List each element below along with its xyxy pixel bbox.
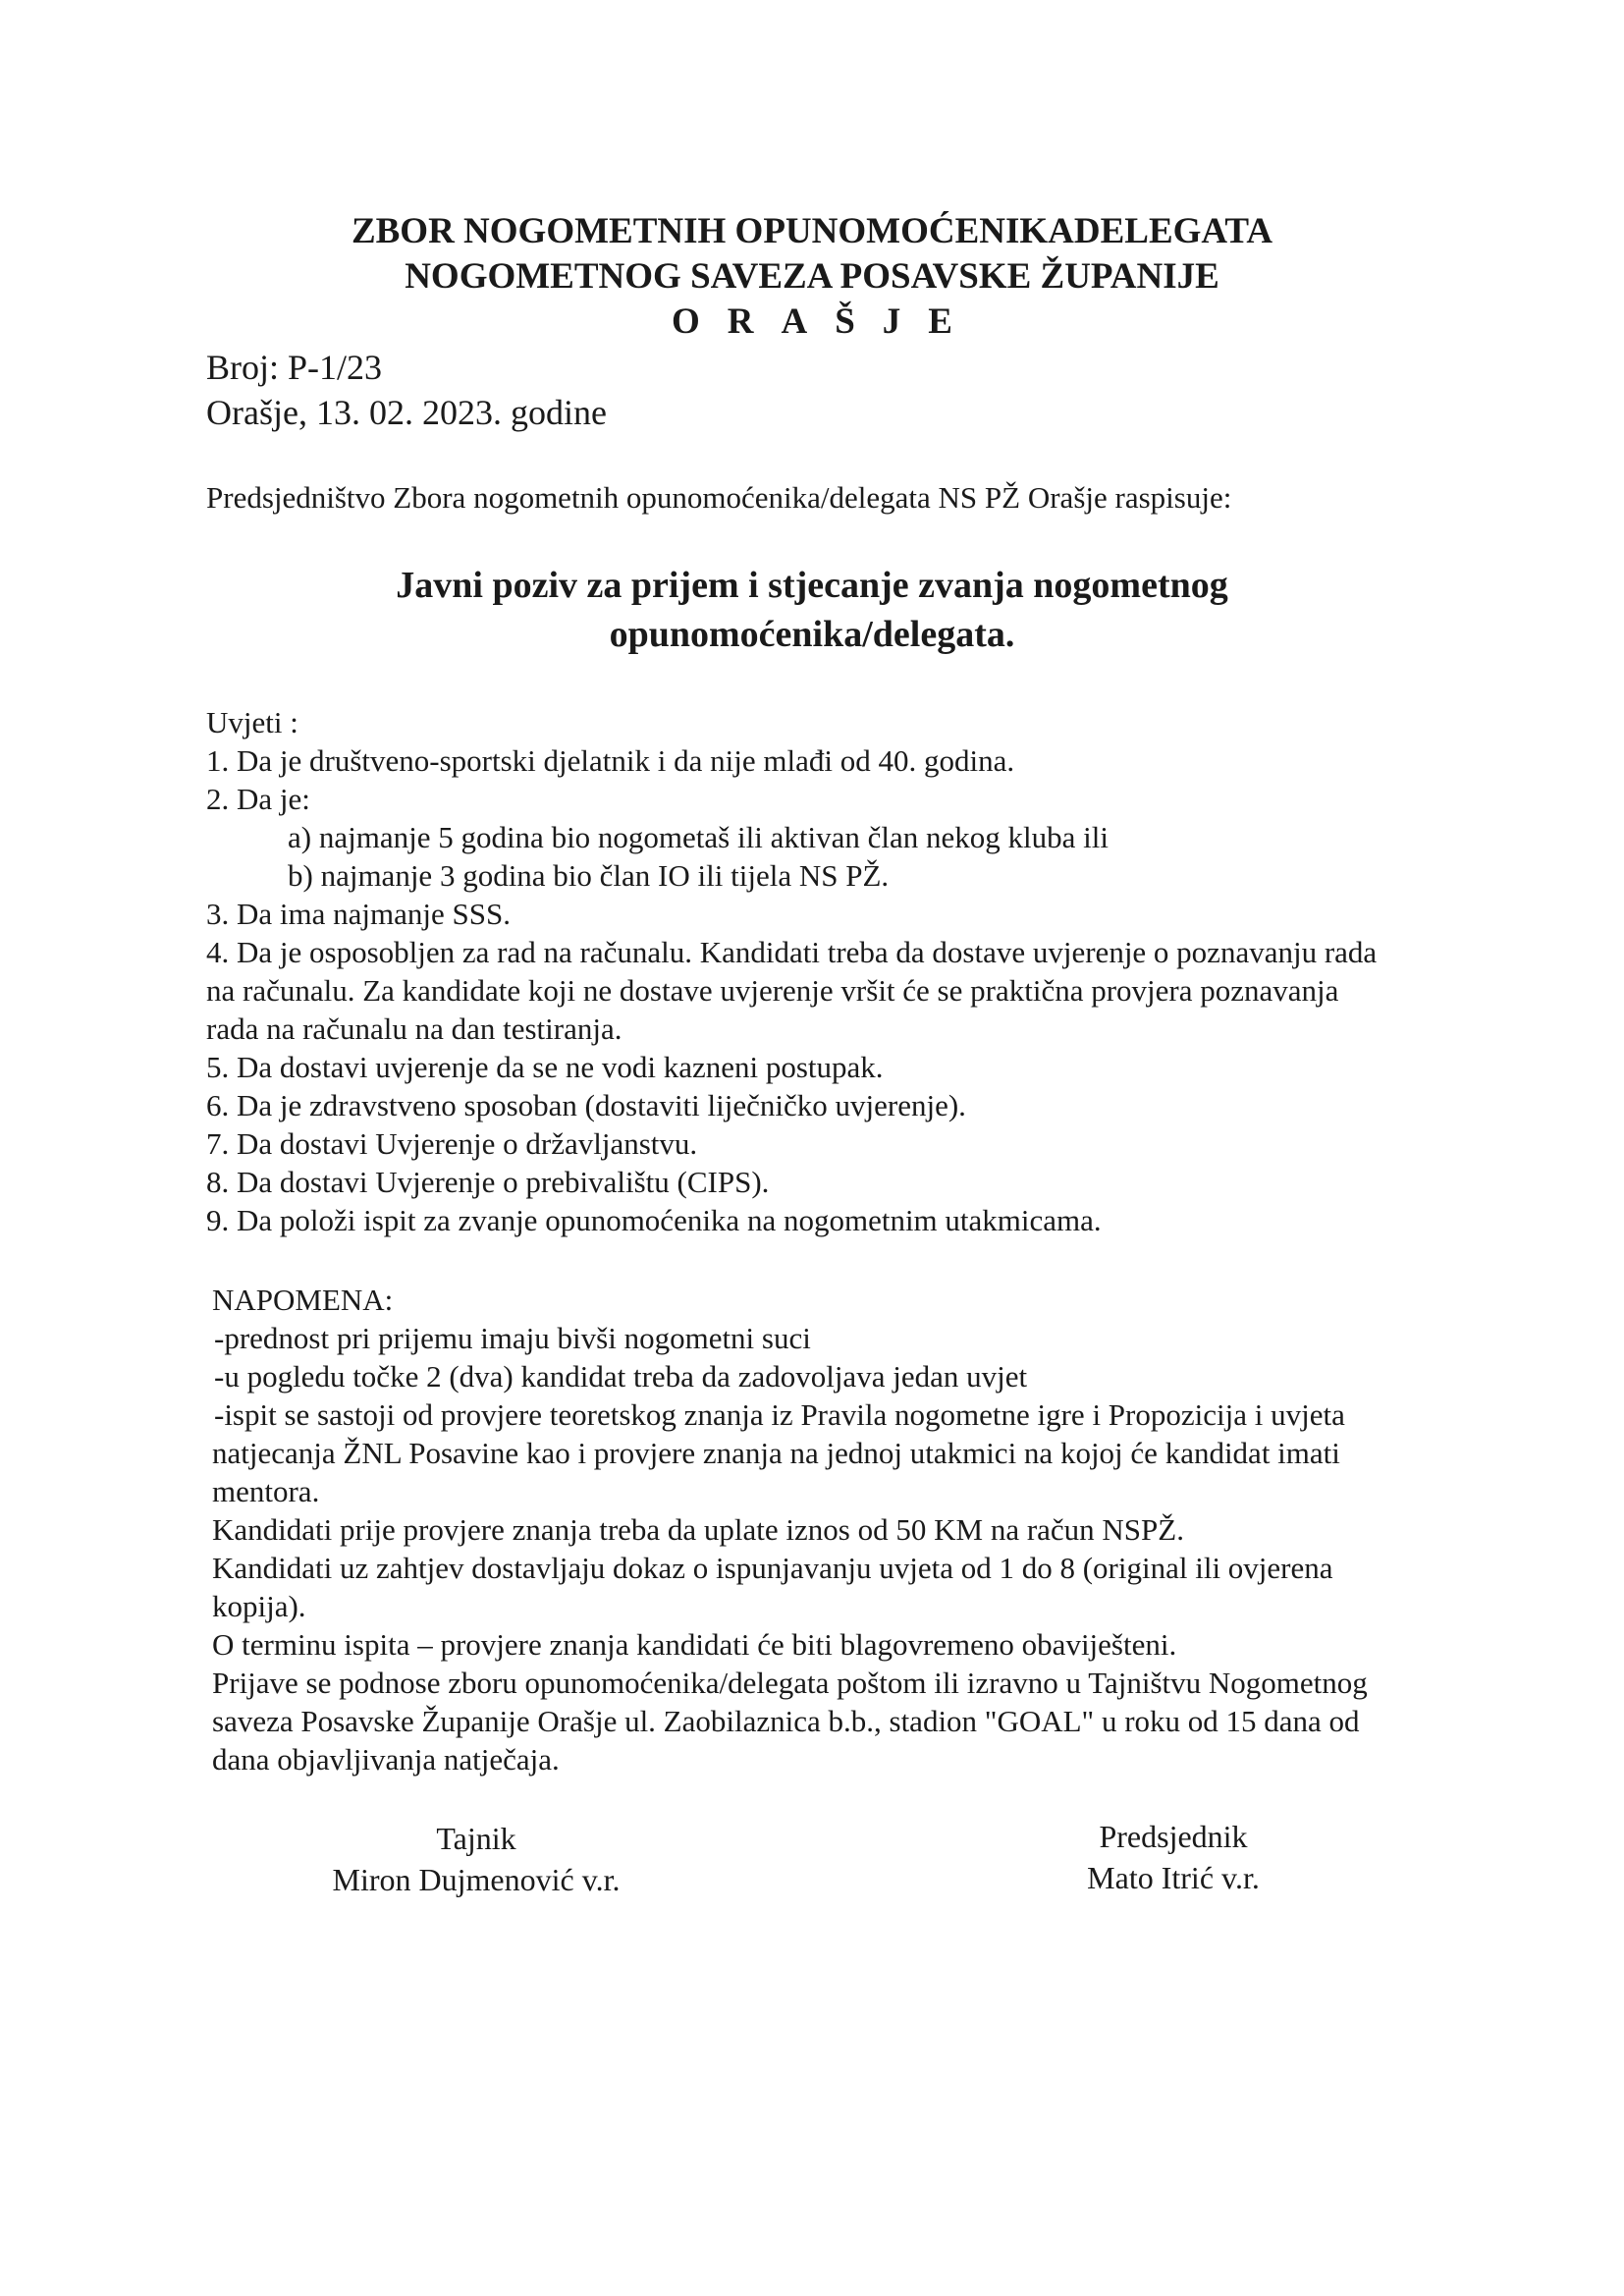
note-line: -u pogledu točke 2 (dva) kandidat treba da zadovoljava jedan uvjet [214, 1359, 1028, 1394]
note-line: natjecanja ŽNL Posavine kao i provjere znanja na jednoj utakmici na kojoj će kandidat imati [212, 1436, 1340, 1470]
condition-line: 6. Da je zdravstveno sposoban (dostaviti liječničko uvjerenje). [206, 1088, 966, 1122]
condition-subline: a) najmanje 5 godina bio nogometaš ili aktivan član nekog kluba ili [288, 820, 1109, 854]
condition-line: 1. Da je društveno-sportski djelatnik i da nije mlađi od 40. godina. [206, 743, 1015, 778]
conditions-heading: Uvjeti : [206, 705, 298, 739]
condition-line: 2. Da je: [206, 782, 310, 816]
note-line: Prijave se podnose zboru opunomoćenika/delegata poštom ili izravno u Tajništvu Nogometnog [212, 1666, 1368, 1700]
header-line-1: ZBOR NOGOMETNIH OPUNOMOĆENIKADELEGATA [351, 211, 1273, 251]
secretary-title: Tajnik [436, 1821, 516, 1856]
condition-line: 4. Da je osposobljen za rad na računalu. Kandidati treba da dostave uvjerenje o poznavanju rada [206, 935, 1378, 969]
president-title: Predsjednik [1099, 1819, 1248, 1854]
note-heading: NAPOMENA: [212, 1283, 394, 1317]
condition-line: na računalu. Za kandidate koji ne dostave uvjerenje vršit će se praktična provjera poznavanja [206, 973, 1339, 1008]
note-line: dana objavljivanja natječaja. [212, 1742, 560, 1777]
title-line-2: opunomoćenika/delegata. [609, 614, 1015, 655]
condition-line: 5. Da dostavi uvjerenje da se ne vodi kazneni postupak. [206, 1050, 884, 1084]
note-line: -ispit se sastoji od provjere teoretskog znanja iz Pravila nogometne igre i Propozicija i uvjeta [214, 1397, 1345, 1432]
condition-line: rada na računalu na dan testiranja. [206, 1011, 623, 1046]
title-line-1: Javni poziv za prijem i stjecanje zvanja nogometnog [396, 565, 1228, 606]
condition-line: 8. Da dostavi Uvjerenje o prebivalištu (CIPS). [206, 1165, 770, 1199]
condition-subline: b) najmanje 3 godina bio član IO ili tijela NS PŽ. [288, 858, 890, 893]
header-town: ORAŠJE [672, 301, 980, 342]
secretary-name: Miron Dujmenović v.r. [332, 1862, 621, 1897]
president-name: Mato Itrić v.r. [1087, 1860, 1260, 1895]
condition-line: 9. Da položi ispit za zvanje opunomoćenika na nogometnim utakmicama. [206, 1203, 1102, 1237]
condition-line: 3. Da ima najmanje SSS. [206, 897, 511, 931]
note-line: kopija). [212, 1589, 306, 1623]
condition-line: 7. Da dostavi Uvjerenje o državljanstvu. [206, 1126, 698, 1161]
document-number: Broj: P-1/23 [206, 348, 383, 387]
intro-text: Predsjedništvo Zbora nogometnih opunomoćenika/delegata NS PŽ Orašje raspisuje: [206, 480, 1232, 515]
note-line: mentora. [212, 1474, 320, 1508]
note-line: Kandidati prije provjere znanja treba da uplate iznos od 50 KM na račun NSPŽ. [212, 1512, 1184, 1547]
note-line: O terminu ispita – provjere znanja kandidati će biti blagovremeno obaviješteni. [212, 1627, 1177, 1662]
header-line-2: NOGOMETNOG SAVEZA POSAVSKE ŽUPANIJE [405, 256, 1219, 297]
note-line: Kandidati uz zahtjev dostavljaju dokaz o ispunjavanju uvjeta od 1 do 8 (original ili ovjerena [212, 1551, 1333, 1585]
document-date: Orašje, 13. 02. 2023. godine [206, 393, 607, 432]
note-line: -prednost pri prijemu imaju bivši nogometni suci [214, 1321, 811, 1355]
note-line: saveza Posavske Županije Orašje ul. Zaobilaznica b.b., stadion "GOAL" u roku od 15 dana od [212, 1704, 1360, 1738]
